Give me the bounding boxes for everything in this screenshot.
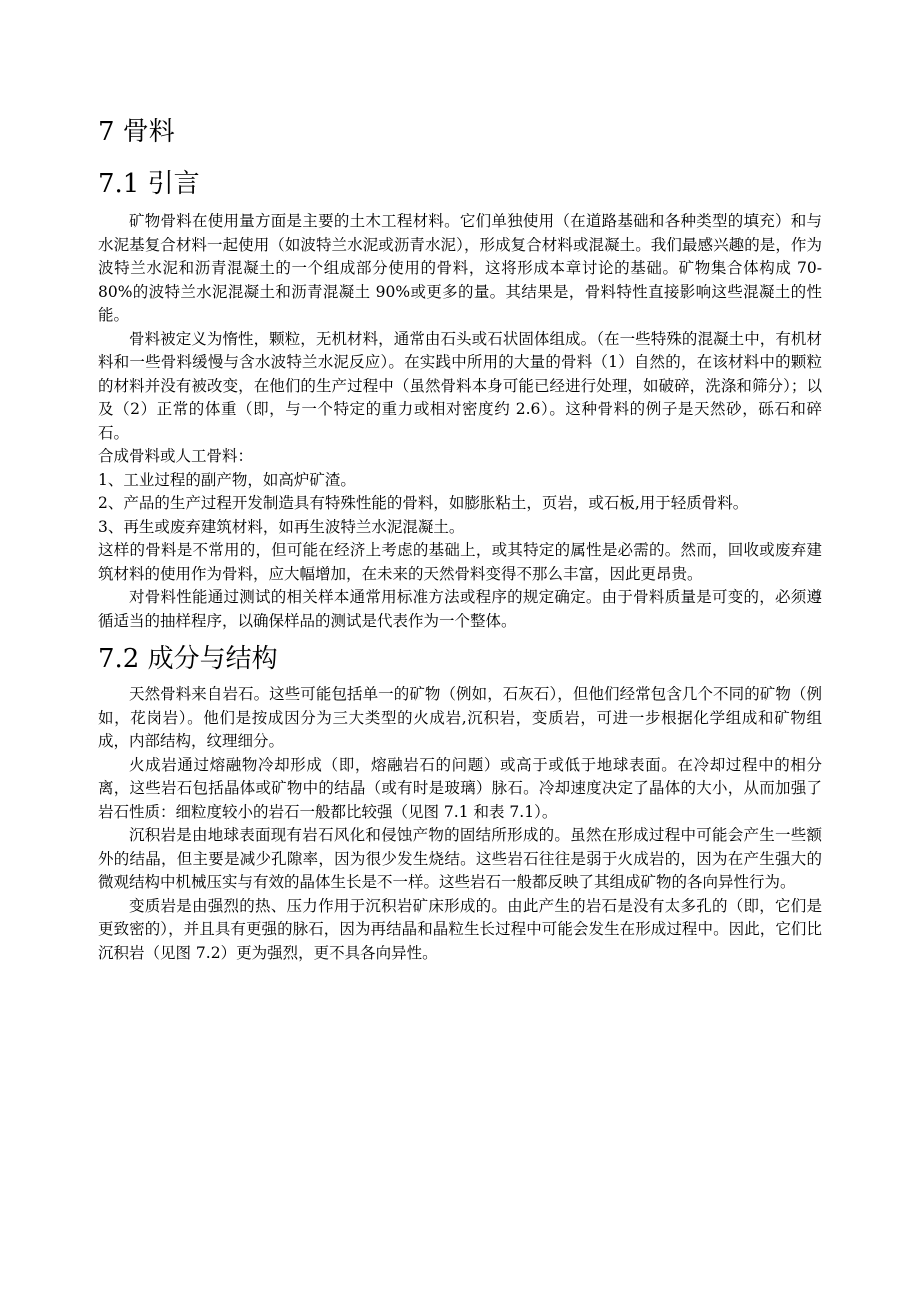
composition-paragraph-1: 天然骨料来自岩石。这些可能包括单一的矿物（例如，石灰石），但他们经常包含几个不同的矿物（例如，花岗岩）。他们是按成因分为三大类型的火成岩,沉积岩，变质岩，可进一步根据化学组成和矿物组成，内部结构，纹理细分。: [98, 685, 822, 750]
composition-paragraph-2: 火成岩通过熔融物冷却形成（即，熔融岩石的问题）或高于或低于地球表面。在冷却过程中的相分离，这些岩石包括晶体或矿物中的结晶（或有时是玻璃）脉石。冷却速度决定了晶体的大小，从而加强了岩石性质：细粒度较小的岩石一般都比较强（见图 7.1 和表 7.1）。: [98, 755, 822, 821]
intro-paragraph-1: 矿物骨料在使用量方面是主要的土木工程材料。它们单独使用（在道路基础和各种类型的填充）和与水泥基复合材料一起使用（如波特兰水泥或沥青水泥），形成复合材料或混凝土。我们最感兴趣的是，作为波特兰水泥和沥青混凝土的一个组成部分使用的骨料，这将形成本章讨论的基础。矿物集合体构成 70-80%的波特兰水泥混凝土和沥青混凝土 90%或更多的量。其结果是，骨料特性直接影响这些混凝土的性能。: [98, 212, 822, 324]
testing-paragraph: 对骨料性能通过测试的相关样本通常用标准方法或程序的规定确定。由于骨料质量是可变的，必须遵循适当的抽样程序，以确保样品的测试是代表作为一个整体。: [98, 588, 822, 630]
after-list-paragraph: 这样的骨料是不常用的，但可能在经济上考虑的基础上，或其特定的属性是必需的。然而，回收或废弃建筑材料的使用作为骨料，应大幅增加，在未来的天然骨料变得不那么丰富，因此更昂贵。: [98, 541, 822, 583]
section-composition-title: 7.2 成分与结构: [98, 644, 278, 674]
intro-paragraph-2: 骨料被定义为惰性，颗粒，无机材料，通常由石头或石状固体组成。（在一些特殊的混凝土中，有机材料和一些骨料缓慢与含水波特兰水泥反应）。在实践中所用的大量的骨料（1）自然的，在该材料中的颗粒的材料并没有被改变，在他们的生产过程中（虽然骨料本身可能已经进行处理，如破碎，洗涤和筛分）；以及（2）正常的体重（即，与一个特定的重力或相对密度约 2.6）。这种骨料的例子是天然砂，砾石和碎石。: [98, 329, 822, 442]
composition-paragraph-4: 变质岩是由强烈的热、压力作用于沉积岩矿床形成的。由此产生的岩石是没有太多孔的（即，它们是更致密的），并且具有更强的脉石，因为再结晶和晶粒生长过程中可能会发生在形成过程中。因此，它们比沉积岩（见图 7.2）更为强烈，更不具各向异性。: [98, 896, 822, 962]
synthetic-heading: 合成骨料或人工骨料：: [98, 447, 254, 465]
composition-paragraph-3: 沉积岩是由地球表面现有岩石风化和侵蚀产物的固结所形成的。虽然在形成过程中可能会产生一些额外的结晶，但主要是减少孔隙率，因为很少发生烧结。这些岩石往往是弱于火成岩的，因为在产生强大的微观结构中机械压实与有效的晶体生长是不一样。这些岩石一般都反映了其组成矿物的各向异性行为。: [98, 826, 822, 891]
chapter-title: 7 骨料: [98, 117, 175, 147]
synthetic-item-2: 2、产品的生产过程开发制造具有特殊性能的骨料，如膨胀粘土，页岩，或石板,用于轻质骨料。: [98, 494, 749, 512]
synthetic-item-1: 1、工业过程的副产物，如高炉矿渣。: [98, 470, 356, 489]
section-intro-title: 7.1 引言: [98, 169, 200, 199]
document-page: [98, 112, 822, 965]
synthetic-item-3: 3、再生或废弃建筑材料，如再生波特兰水泥混凝土。: [98, 517, 465, 536]
